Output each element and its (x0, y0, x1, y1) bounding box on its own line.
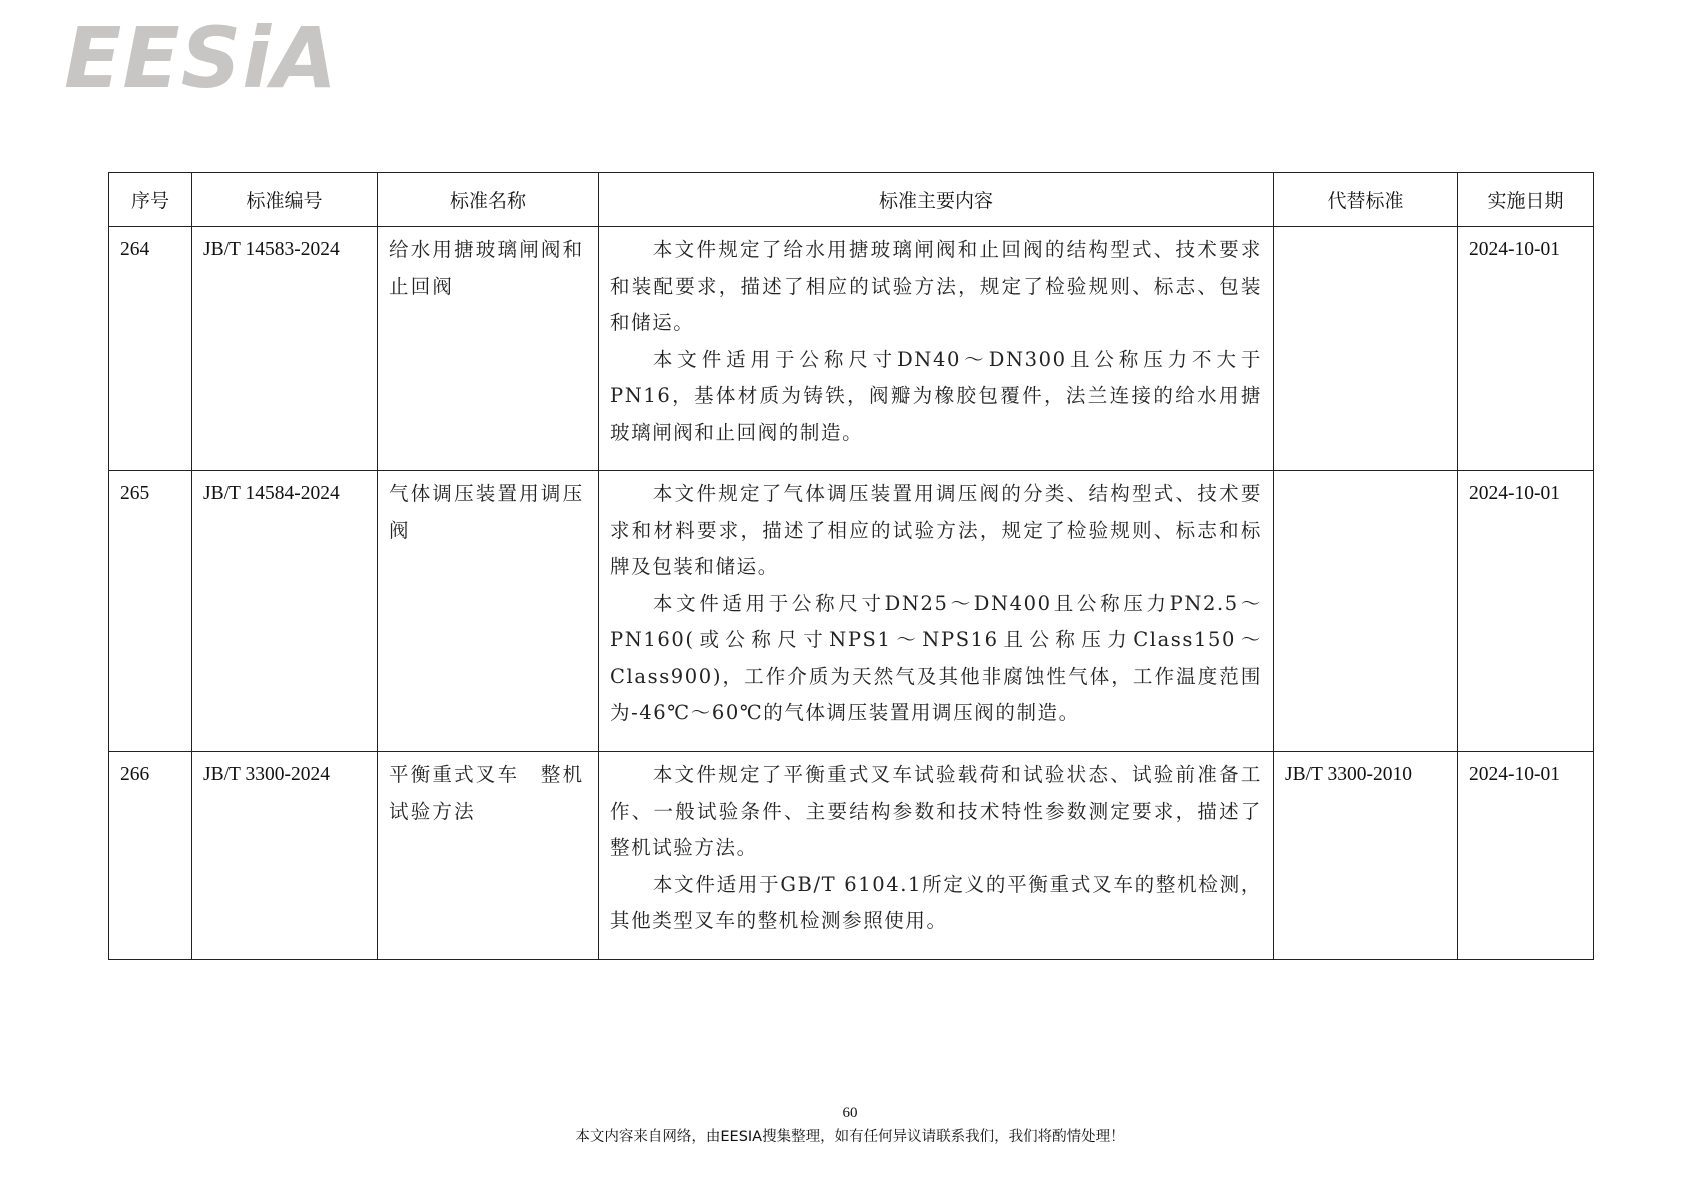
content-paragraph: 本文件适用于公称尺寸DN40～DN300且公称压力不大于PN16，基体材质为铸铁，阀瓣为橡胶包覆件，法兰连接的给水用搪玻璃闸阀和止回阀的制造。 (610, 347, 1262, 444)
header-replaces: 代替标准 (1274, 173, 1458, 227)
eesia-logo: EESiA (64, 9, 339, 107)
cell-content (599, 471, 1274, 752)
table-row (109, 471, 1594, 752)
content-paragraph: 本文件规定了平衡重式叉车试验载荷和试验状态、试验前准备工作、一般试验条件、主要结构参数和技术特性参数测定要求，描述了整机试验方法。 (610, 763, 1262, 859)
cell-replaces (1274, 471, 1458, 752)
table-header-row (109, 173, 1594, 227)
cell-seq: 264 (109, 227, 192, 471)
table-row (109, 752, 1594, 960)
cell-date: 2024-10-01 (1458, 752, 1594, 960)
cell-name: 气体调压装置用调压阀 (378, 471, 599, 752)
cell-date: 2024-10-01 (1458, 471, 1594, 752)
cell-seq: 265 (109, 471, 192, 752)
cell-content (599, 227, 1274, 471)
content-paragraph: 本文件适用于公称尺寸DN25～DN400且公称压力PN2.5～PN160(或公称尺寸NPS1～NPS16且公称压力Class150～Class900)，工作介质为天然气及其他非腐蚀性气体，工作温度范围为-46℃～60℃的气体调压装置用调压阀的制造。 (610, 591, 1262, 724)
page-number: 60 (842, 1105, 858, 1121)
header-name: 标准名称 (378, 173, 599, 227)
content-paragraph: 本文件规定了气体调压装置用调压阀的分类、结构型式、技术要求和材料要求，描述了相应的试验方法，规定了检验规则、标志和标牌及包装和储运。 (610, 482, 1262, 578)
content-paragraph: 本文件规定了给水用搪玻璃闸阀和止回阀的结构型式、技术要求和装配要求，描述了相应的试验方法，规定了检验规则、标志、包装和储运。 (610, 238, 1262, 334)
header-seq: 序号 (109, 173, 192, 227)
content-paragraph: 本文件适用于GB/T 6104.1所定义的平衡重式叉车的整机检测，其他类型叉车的整机检测参照使用。 (610, 872, 1262, 932)
header-code: 标准编号 (192, 173, 378, 227)
standards-table (108, 172, 1594, 960)
table-row (109, 227, 1594, 471)
cell-code: JB/T 14583-2024 (192, 227, 378, 471)
cell-replaces: JB/T 3300-2010 (1274, 752, 1458, 960)
header-content: 标准主要内容 (599, 173, 1274, 227)
cell-code: JB/T 14584-2024 (192, 471, 378, 752)
cell-replaces (1274, 227, 1458, 471)
cell-date: 2024-10-01 (1458, 227, 1594, 471)
footer-disclaimer: 本文内容来自网络，由EESIA搜集整理，如有任何异议请联系我们，我们将酌情处理！ (575, 1129, 1125, 1145)
cell-seq: 266 (109, 752, 192, 960)
cell-name: 给水用搪玻璃闸阀和止回阀 (378, 227, 599, 471)
cell-name: 平衡重式叉车 整机试验方法 (378, 752, 599, 960)
cell-content (599, 752, 1274, 960)
cell-code: JB/T 3300-2024 (192, 752, 378, 960)
header-date: 实施日期 (1458, 173, 1594, 227)
